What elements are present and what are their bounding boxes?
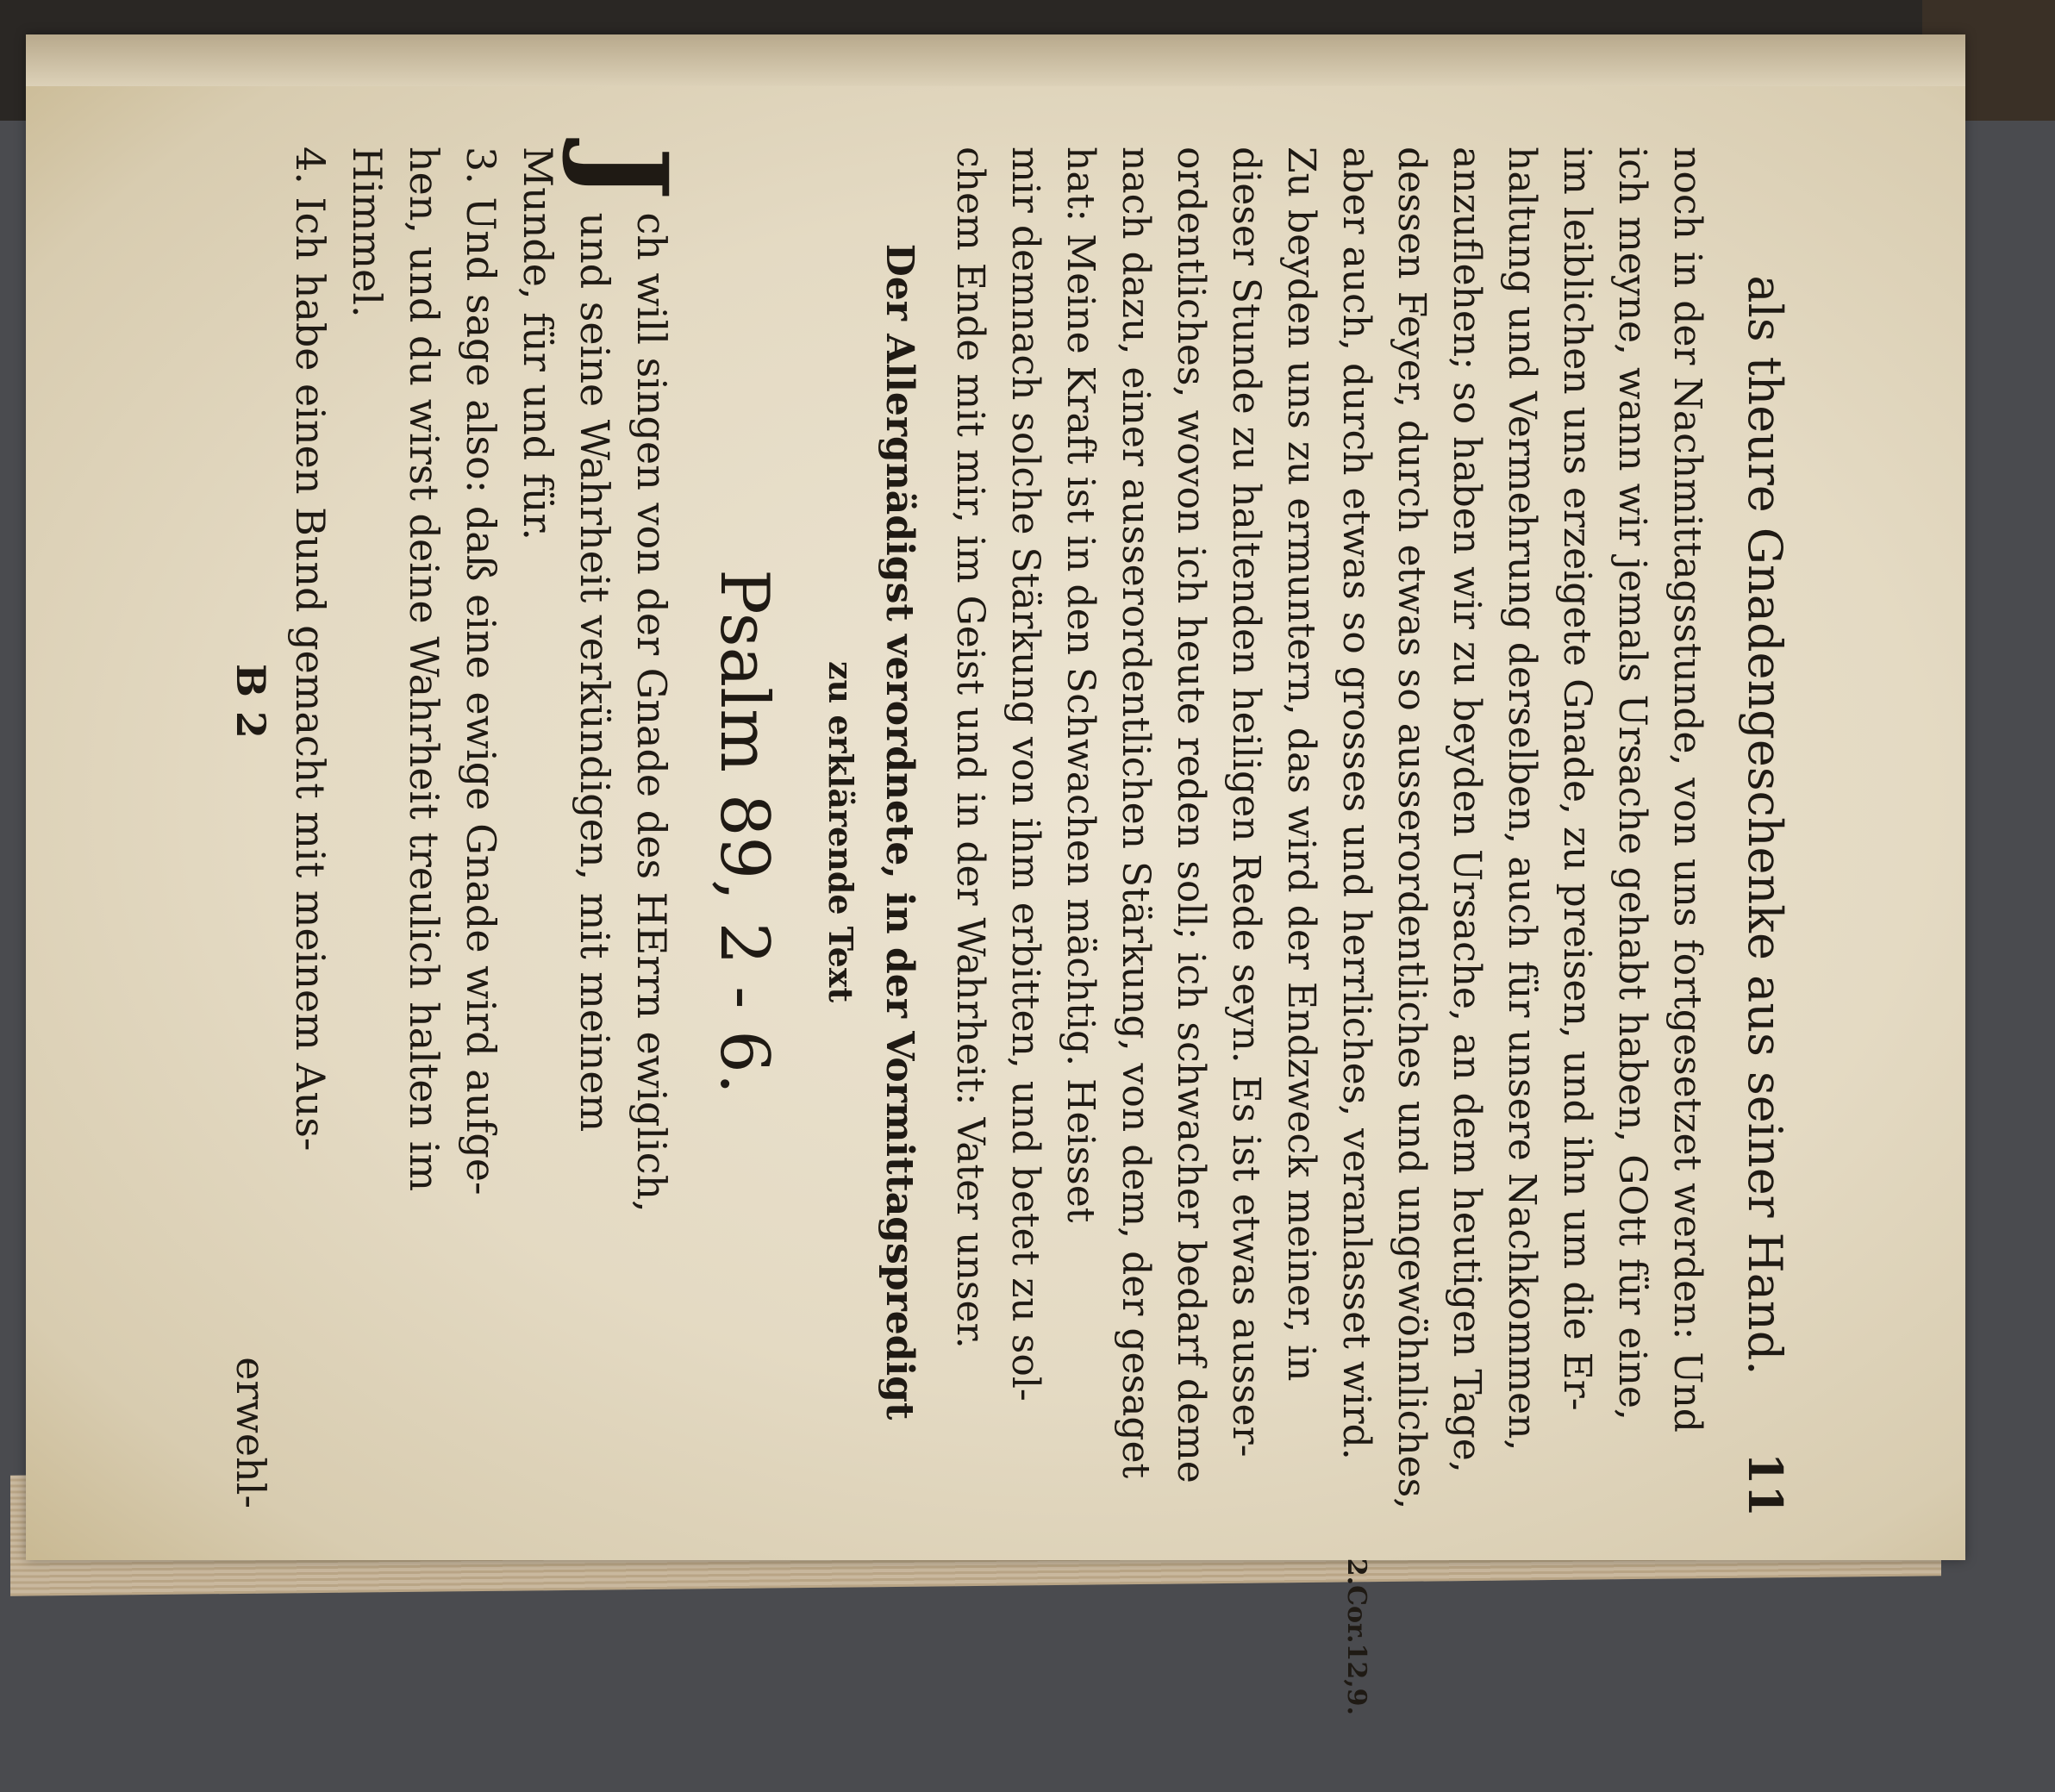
drop-initial: J [559, 147, 692, 201]
paragraph-line: nach dazu, einer ausserordentlichen Stärkung, von dem, der gesaget [1114, 147, 1158, 1479]
paragraph-line: dieser Stunde zu haltenden heiligen Rede seyn. Es ist etwas ausser- [1224, 147, 1268, 1458]
paragraph-line: im leiblichen uns erzeigete Gnade, zu preisen, und ihn um die Er- [1555, 147, 1599, 1411]
paragraph-line: ordentliches, wovon ich heute reden soll; ich schwacher bedarf deme [1169, 147, 1213, 1483]
verse-line: Himmel. [344, 147, 390, 318]
page-gutter [26, 34, 1965, 86]
paragraph-line: dessen Feyer, durch etwas so ausserordentliches und ungewöhnliches, [1390, 147, 1434, 1510]
margin-note: 2.Cor.12,9. [1341, 1558, 1371, 1715]
running-header [1737, 147, 1793, 1517]
verse-line: hen, und du wirst deine Wahrheit treulich halten im [401, 147, 447, 1192]
page-number: 11 [1738, 1452, 1793, 1517]
header-title: als theure Gnadengeschenke aus seiner Hand. [1738, 275, 1792, 1376]
verse-line: 3. Und sage also: daß eine ewige Gnade wird aufge- [458, 147, 504, 1196]
verse-line: ch will singen von der Gnade des HErrn ewiglich, [628, 212, 675, 1213]
text-block [223, 147, 1793, 1715]
verse-line: Munde, für und für. [515, 147, 561, 541]
paragraph-line: aber auch, durch etwas so grosses und herrliches, veranlasset wird. [1334, 147, 1378, 1460]
page-footer [223, 147, 278, 1517]
paragraph-line: anzuflehen; so haben wir zu beyden Ursache, an dem heutigen Tage, [1445, 147, 1489, 1473]
paragraph-line: chem Ende mit mir, im Geist und in der Wahrheit: Vater unser. [948, 147, 992, 1349]
paragraph-line: noch in der Nachmittagsstunde, von uns fortgesetzet werden: Und [1665, 147, 1709, 1433]
psalm-verses [282, 147, 692, 1517]
paragraph-line: mir demnach solche Stärkung von ihm erbitten, und betet zu sol- [1003, 147, 1047, 1402]
signature-mark: B 2 [228, 664, 274, 739]
book-page [26, 34, 1965, 1715]
body-paragraph [942, 147, 1715, 1715]
verse-line: 4. Ich habe einen Bund gemacht mit meinem Aus- [287, 147, 334, 1152]
catchword: erwehl- [228, 1357, 274, 1508]
psalm-reference: Psalm 89, 2 - 6. [705, 569, 783, 1095]
verse-line: und seine Wahrheit verkündigen, mit meinem [572, 212, 618, 1133]
paragraph-line: haltung und Vermehrung derselben, auch für unsere Nachkommen, [1500, 147, 1544, 1452]
paragraph-line: Zu beyden uns zu ermuntern, das wird der Endzweck meiner, in [1279, 147, 1323, 1382]
paragraph-line: ich meyne, wann wir jemals Ursache gehabt haben, GOtt für eine, [1610, 147, 1654, 1420]
sermon-heading: Der Allergnädigst verordnete, in der Vormittagspredigt [878, 243, 921, 1420]
paragraph-line: hat: Meine Kraft ist in den Schwachen mächtig. Heisset [1059, 147, 1102, 1223]
sermon-subheading: zu erklärende Text [821, 660, 860, 1003]
